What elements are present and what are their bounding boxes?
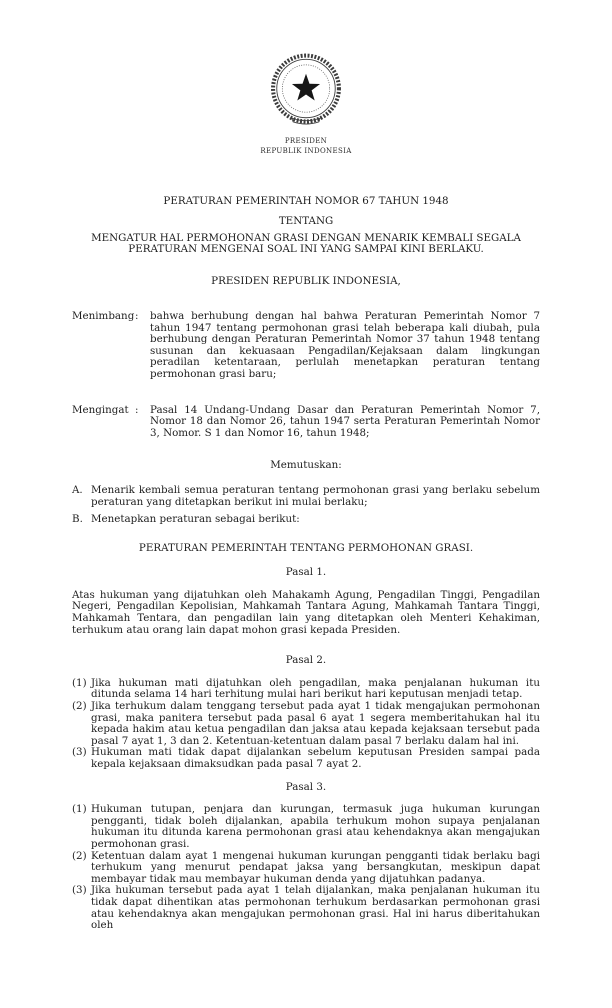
preamble-colon: :	[135, 403, 139, 416]
clause-number: (1)	[72, 803, 87, 816]
clause-text: Jika hukuman tersebut pada ayat 1 telah dijalankan, maka penjalanan hukuman itu tidak dapat dihentikan atas permohonan terhukum berdasarkan permohonan grasi atau kehendaknya akan mengajukan permohonan grasi. Hal ini harus diberitahukan oleh	[91, 884, 540, 932]
letterhead-republik-indonesia-label: REPUBLIK INDONESIA	[260, 146, 352, 155]
pasal-2-heading: Pasal 2.	[285, 654, 327, 667]
preamble-text: bahwa berhubung dengan hal bahwa Peraturan Pemerintah Nomor 7 tahun 1947 tentang permohonan grasi telah beberapa kali diubah, pula berhubung dengan Peraturan Pemerintah Nomor 37 tahun 1948 tentang susunan dan kekuasaan Pengadilan/Kejaksaan dalam lingkungan peradilan ketentaraan, perlulah menetapkan peraturan tentang permohonan grasi baru;	[150, 309, 540, 380]
pasal-1-body: Atas hukuman yang dijatuhkan oleh Mahakamh Agung, Pengadilan Tinggi, Pengadilan Negeri, Pengadilan Kepolisian, Mahkamah Tantara Agung, Mahkamah Tantara Tinggi, Mahkamah Tentara, dan pengadilan lain yang ditetapkan oleh Menteri Kehakiman, terhukum atau orang lain dapat mohon grasi kepada Presiden.	[72, 588, 540, 636]
pasal-3-clauses	[72, 804, 540, 932]
decision-item-a	[72, 485, 540, 508]
presiden-republik-line: PRESIDEN REPUBLIK INDONESIA,	[211, 275, 401, 288]
memutuskan-heading: Memutuskan:	[270, 459, 342, 472]
clause-number: (3)	[72, 746, 87, 759]
preamble-label: Menimbang	[72, 309, 135, 322]
decision-text: Menarik kembali semua peraturan tentang permohonan grasi yang berlaku sebelum peraturan yang ditetapkan berikut ini mulai berlaku;	[91, 483, 540, 508]
regulation-subject-title: MENGATUR HAL PERMOHONAN GRASI DENGAN MENARIK KEMBALI SEGALA PERATURAN MENGENAI SOAL INI YANG SAMPAI KINI BERLAKU.	[91, 231, 521, 256]
pasal-2-clause-1	[72, 678, 540, 701]
presidential-seal-icon	[269, 50, 343, 130]
pasal-3-heading: Pasal 3.	[285, 780, 327, 793]
clause-text: Jika hukuman mati dijatuhkan oleh pengadilan, maka penjalanan hukuman itu ditunda selama 14 hari terhitung mulai hari berikut hari keputusan menjadi tetap.	[91, 676, 540, 701]
clause-number: (2)	[72, 700, 87, 713]
preamble-item-mengingat	[72, 405, 540, 440]
pasal-2-clause-3	[72, 747, 540, 770]
pasal-3-clause-1	[72, 804, 540, 850]
pasal-2-clauses	[72, 678, 540, 771]
preamble-text: Pasal 14 Undang-Undang Dasar dan Peraturan Pemerintah Nomor 7, Nomor 18 dan Nomor 26, tahun 1947 serta Peraturan Pemerintah Nomor 3, Nomor. S 1 dan Nomor 16, tahun 1948;	[150, 403, 540, 439]
pasal-3-clause-3	[72, 885, 540, 931]
clause-number: (1)	[72, 676, 87, 689]
preamble-colon: :	[135, 309, 139, 322]
clause-text: Ketentuan dalam ayat 1 mengenai hukuman kurungan pengganti tidak berlaku bagi terhukum yang menurut pendapat jaksa yang bersangkutan, meskipun dapat membayar tidak mau membayar hukuman denda yang dijatuhkan padanya.	[91, 849, 540, 885]
regulation-subtitle: PERATURAN PEMERINTAH TENTANG PERMOHONAN GRASI.	[138, 541, 474, 554]
decision-text: Menetapkan peraturan sebagai berikut:	[91, 513, 300, 526]
clause-text: Jika terhukum dalam tenggang tersebut pada ayat 1 tidak mengajukan permohonan grasi, maka panitera tersebut pada pasal 6 ayat 1 segera memberitahukan hal itu kepada hakim atau ketua pengadilan dan jaksa atau kepada kejaksaan tersebut pada pasal 7 ayat 1, 3 dan 2. Ketentuan-ketentuan dalam pasal 7 berlaku dalam hal ini.	[91, 700, 540, 747]
decision-label: B.	[72, 513, 83, 526]
letterhead	[72, 137, 540, 156]
letterhead-presiden-label: PRESIDEN	[284, 137, 328, 145]
decision-item-b	[72, 514, 540, 526]
pasal-2-clause-2	[72, 701, 540, 747]
decision-label: A.	[72, 483, 83, 496]
regulation-number-title: PERATURAN PEMERINTAH NOMOR 67 TAHUN 1948	[163, 195, 449, 207]
clause-text: Hukuman mati tidak dapat dijalankan sebelum keputusan Presiden sampai pada kepala kejaksaan dimaksudkan pada pasal 7 ayat 2.	[91, 746, 540, 771]
clause-number: (3)	[72, 884, 87, 897]
clause-number: (2)	[72, 849, 87, 862]
pasal-3-clause-2	[72, 851, 540, 886]
tentang-label: TENTANG	[278, 214, 334, 227]
preamble-item-menimbang	[72, 311, 540, 381]
clause-text: Hukuman tutupan, penjara dan kurungan, termasuk juga hukuman kurungan pengganti, tidak boleh dijalankan, apabila terhukum mohon supaya penjalanan hukuman itu ditunda karena permohonan grasi atau kehendaknya akan mengajukan permohonan grasi.	[91, 803, 540, 850]
pasal-1-heading: Pasal 1.	[285, 566, 327, 579]
preamble-label: Mengingat	[72, 403, 129, 416]
